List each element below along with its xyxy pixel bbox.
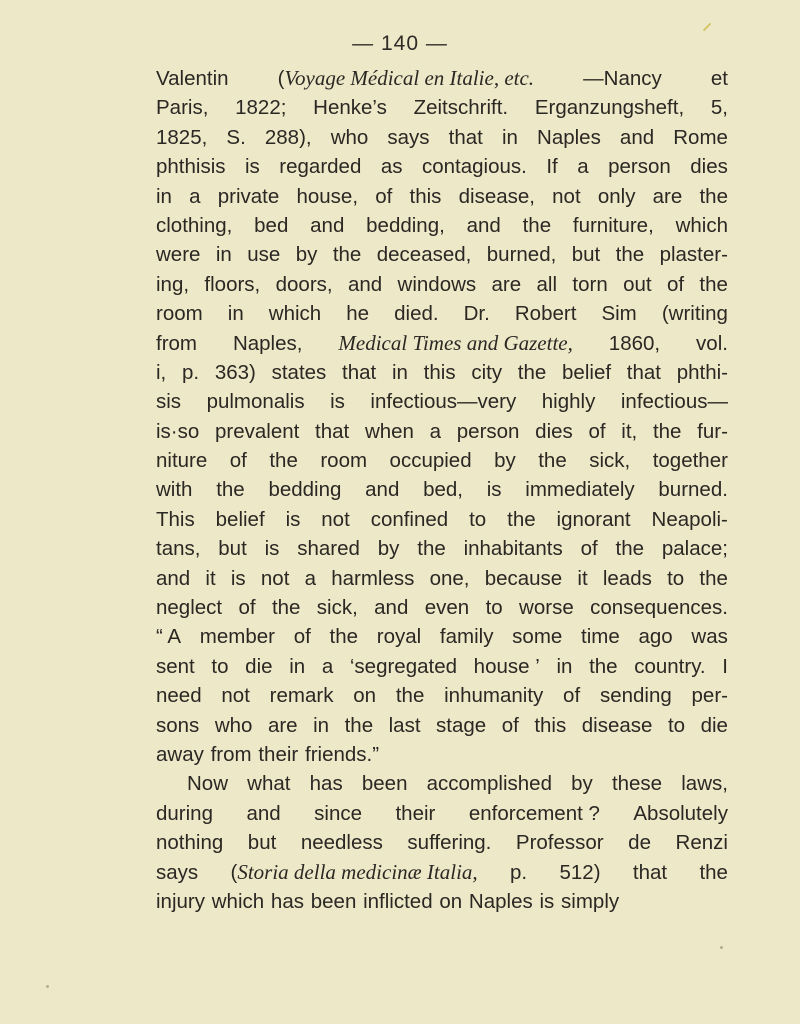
word: that <box>626 360 661 384</box>
word: that <box>342 360 377 384</box>
word: Now <box>187 772 229 796</box>
word: leads <box>602 566 652 590</box>
paren-group <box>278 64 534 93</box>
word: sent <box>156 654 195 678</box>
word: confined <box>370 507 449 531</box>
word: accomplished <box>426 772 552 796</box>
word: phthisis <box>156 155 226 179</box>
word: die <box>700 713 728 737</box>
word: friends.” <box>305 742 380 766</box>
word: in <box>215 243 232 267</box>
word: this <box>423 360 456 384</box>
text-line <box>156 417 728 446</box>
word: it <box>577 566 588 590</box>
word: ignorant <box>556 507 631 531</box>
word: the <box>417 537 446 561</box>
word: in <box>501 125 518 149</box>
word: in <box>313 713 330 737</box>
word: Dr. <box>463 302 490 326</box>
word: has <box>270 889 304 913</box>
word: simply <box>561 889 620 913</box>
word: “ A <box>156 625 182 649</box>
word: in <box>156 184 172 208</box>
word: harmless <box>331 566 415 590</box>
word: and <box>365 478 400 502</box>
word: royal <box>376 625 422 649</box>
word: the <box>538 449 567 473</box>
word: is <box>539 889 555 913</box>
word: de <box>628 831 651 855</box>
text-line <box>156 858 728 887</box>
word: neglect <box>156 596 223 620</box>
word: and <box>466 213 501 237</box>
word: enforcement ? <box>468 801 600 825</box>
word: by <box>295 243 318 267</box>
word: need <box>156 684 202 708</box>
word: from <box>210 742 252 766</box>
word: the <box>329 625 359 649</box>
word: are <box>491 272 522 296</box>
word: ( <box>230 860 238 884</box>
word: needless <box>300 831 383 855</box>
word: nothing <box>156 831 224 855</box>
word: I <box>722 654 728 678</box>
word: 1825, <box>156 125 208 149</box>
word: away <box>156 742 204 766</box>
word: and <box>246 801 281 825</box>
word: vol. <box>696 331 728 355</box>
word: Renzi <box>675 831 728 855</box>
word: but <box>571 243 601 267</box>
word: person <box>608 155 671 179</box>
word: private <box>217 184 280 208</box>
text-line <box>156 740 728 769</box>
word: ago <box>638 625 673 649</box>
text-line <box>156 329 728 358</box>
word: says <box>387 125 430 149</box>
word: not <box>321 507 350 531</box>
word: the <box>652 419 682 443</box>
word: house ’ <box>473 654 540 678</box>
word: suffering. <box>407 831 492 855</box>
word: from <box>156 331 197 355</box>
word: by <box>571 772 593 796</box>
word: in <box>556 654 573 678</box>
word: Absolutely <box>633 801 728 825</box>
word: of <box>580 537 598 561</box>
word: together <box>652 449 728 473</box>
word: a <box>321 654 334 678</box>
word: sis <box>156 390 182 414</box>
word: phthi- <box>676 360 728 384</box>
word: the <box>615 537 645 561</box>
word: clothing, <box>156 213 233 237</box>
word: to <box>667 566 685 590</box>
page-number: — 140 — <box>352 32 448 55</box>
word: is <box>264 537 280 561</box>
word: in <box>391 360 408 384</box>
word: Professor <box>515 831 604 855</box>
word: the <box>522 213 552 237</box>
word: of <box>375 184 393 208</box>
word: S. <box>226 125 246 149</box>
word: the <box>615 243 645 267</box>
word: disease, <box>458 184 535 208</box>
word: prevalent <box>215 419 300 443</box>
word: are <box>267 713 298 737</box>
word: that <box>632 860 668 884</box>
word: dies <box>690 155 728 179</box>
word: a <box>429 419 442 443</box>
text-line <box>156 652 728 681</box>
word: in <box>227 302 244 326</box>
word: contagious. <box>421 155 527 179</box>
word: and <box>347 272 383 296</box>
word: sick, <box>589 449 631 473</box>
paper-speck <box>720 946 723 949</box>
word: die <box>245 654 273 678</box>
word: belief <box>562 360 612 384</box>
word: this <box>534 713 567 737</box>
word: and <box>156 566 191 590</box>
word: injury <box>156 889 205 913</box>
word: not <box>221 684 250 708</box>
word: their <box>258 742 299 766</box>
word: of <box>238 596 256 620</box>
word: sending <box>599 684 672 708</box>
word: are <box>652 184 683 208</box>
word: pulmonalis <box>206 390 305 414</box>
word: a <box>189 184 201 208</box>
word: and <box>374 596 409 620</box>
word: 5, <box>710 96 728 120</box>
italic-title: Medical Times and Gazette, <box>338 330 573 355</box>
word: states <box>271 360 327 384</box>
word: Henke’s <box>313 96 387 120</box>
text-line <box>156 681 728 710</box>
word: i, <box>156 360 167 384</box>
word: consequences. <box>590 596 728 620</box>
word: p. <box>510 860 528 884</box>
word: their <box>395 801 436 825</box>
word: out <box>623 272 652 296</box>
word: per- <box>691 684 728 708</box>
word: the <box>699 860 728 884</box>
word: the <box>507 507 536 531</box>
word: which <box>268 302 322 326</box>
word: shared <box>297 537 360 561</box>
text-line <box>156 887 728 916</box>
word: regarded <box>279 155 362 179</box>
word: of <box>588 419 606 443</box>
word: Valentin <box>156 67 229 90</box>
word: family <box>439 625 494 649</box>
word: is <box>486 478 502 502</box>
paren-group <box>231 858 478 887</box>
word: tans, <box>156 537 201 561</box>
word: to <box>667 713 686 737</box>
word: 363) <box>214 360 256 384</box>
word: a <box>304 566 316 590</box>
word: person <box>456 419 520 443</box>
word: to <box>211 654 229 678</box>
word: sick, <box>316 596 358 620</box>
word: occupied <box>389 449 472 473</box>
text-line <box>156 270 728 299</box>
word: deceased, <box>376 243 472 267</box>
text-line <box>156 534 728 563</box>
text-line <box>156 475 728 504</box>
word: the <box>395 684 425 708</box>
text-line <box>156 828 728 857</box>
word: p. <box>181 360 200 384</box>
word: of <box>501 713 519 737</box>
word: of <box>293 625 311 649</box>
word: the <box>216 478 245 502</box>
word: the <box>269 449 298 473</box>
word: a <box>577 155 589 179</box>
word: only <box>597 184 636 208</box>
word: since <box>314 801 363 825</box>
word: is <box>245 155 260 179</box>
text-line <box>156 564 728 593</box>
text-line <box>156 358 728 387</box>
text-line <box>156 152 728 181</box>
word: belief <box>215 507 265 531</box>
word: which <box>211 889 265 913</box>
word: the <box>699 566 728 590</box>
word: laws, <box>681 772 728 796</box>
text-line <box>156 93 728 122</box>
word: doors, <box>275 272 333 296</box>
word: on <box>439 889 463 913</box>
word: that <box>315 419 350 443</box>
page-mark <box>703 23 711 31</box>
word: been <box>310 889 357 913</box>
word: but <box>247 831 277 855</box>
text-line <box>156 64 728 93</box>
word: of <box>563 684 581 708</box>
word: the <box>699 272 728 296</box>
word: as <box>380 155 403 179</box>
word: country. <box>634 654 706 678</box>
word: ( <box>277 67 285 90</box>
word: the <box>699 184 728 208</box>
word: furniture, <box>572 213 654 237</box>
italic-title: Voyage Médical en Italie, etc. <box>284 66 535 90</box>
word: who <box>214 713 253 737</box>
word: bed <box>254 213 289 237</box>
text-line <box>156 505 728 534</box>
word: infectious—very <box>370 390 517 414</box>
word: has <box>309 772 343 796</box>
word: dies <box>535 419 573 443</box>
word: torn <box>572 272 608 296</box>
word: This <box>156 507 195 531</box>
word: bedding <box>268 478 342 502</box>
word: Rome <box>673 125 728 149</box>
word: this <box>409 184 442 208</box>
word: city <box>471 360 503 384</box>
word: Erganzungsheft, <box>534 96 685 120</box>
word: to <box>469 507 487 531</box>
word: room <box>156 302 203 326</box>
word: 1860, <box>608 331 661 355</box>
word: sons <box>156 713 200 737</box>
word: he <box>346 302 370 326</box>
text-line <box>156 182 728 211</box>
word: infectious— <box>620 390 728 414</box>
word: windows <box>397 272 477 296</box>
word: during <box>156 801 213 825</box>
word: not <box>552 184 581 208</box>
word: inflicted <box>363 889 433 913</box>
word: Naples, <box>232 331 303 355</box>
word: et <box>710 67 728 90</box>
word: says <box>156 860 199 884</box>
word: the <box>344 713 374 737</box>
word: highly <box>541 390 596 414</box>
word: plaster- <box>659 243 728 267</box>
word: time <box>581 625 620 649</box>
word: were <box>156 243 201 267</box>
word: 288), <box>264 125 312 149</box>
italic-title: Storia della medicinæ Italia, <box>237 859 478 884</box>
word: by <box>377 537 400 561</box>
word: these <box>611 772 663 796</box>
word: that <box>448 125 483 149</box>
word: Sim <box>601 302 637 326</box>
word: Naples <box>468 889 533 913</box>
word: is <box>230 566 246 590</box>
word: is <box>330 390 345 414</box>
word: and <box>310 213 345 237</box>
word: with <box>156 478 193 502</box>
text-line <box>156 211 728 240</box>
word: —Nancy <box>583 67 662 90</box>
word: Naples <box>537 125 601 149</box>
word: died. <box>394 302 439 326</box>
word: even <box>424 596 470 620</box>
word: burned, <box>486 243 557 267</box>
word: bedding, <box>366 213 445 237</box>
word: remark <box>269 684 334 708</box>
word: one, <box>429 566 470 590</box>
word: burned. <box>658 478 728 502</box>
word: ‘segregated <box>349 654 458 678</box>
word: disease <box>581 713 653 737</box>
word: to <box>485 596 503 620</box>
word: is <box>285 507 301 531</box>
text-line <box>156 799 728 828</box>
text-line <box>156 387 728 416</box>
text-line <box>156 299 728 328</box>
word: member <box>199 625 275 649</box>
word: room <box>320 449 368 473</box>
word: floors, <box>204 272 261 296</box>
word: is·so <box>156 419 200 443</box>
word: in <box>289 654 306 678</box>
word: stage <box>436 713 487 737</box>
word: bed, <box>423 478 463 502</box>
word: the <box>332 243 362 267</box>
word: because <box>484 566 563 590</box>
word: not <box>260 566 290 590</box>
word: house, <box>296 184 359 208</box>
word: but <box>218 537 247 561</box>
word: what <box>247 772 291 796</box>
text-line <box>156 622 728 651</box>
word: last <box>388 713 421 737</box>
word: Robert <box>514 302 577 326</box>
word: inhumanity <box>444 684 544 708</box>
text-line <box>156 711 728 740</box>
text-line <box>156 769 728 798</box>
paper-speck <box>46 985 49 988</box>
word: the <box>517 360 547 384</box>
word: 1822; <box>235 96 287 120</box>
word: (writing <box>661 302 728 326</box>
word: which <box>675 213 728 237</box>
word: on <box>353 684 377 708</box>
text-line <box>156 123 728 152</box>
word: palace; <box>661 537 728 561</box>
word: niture <box>156 449 208 473</box>
word: ing, <box>156 272 190 296</box>
word: by <box>494 449 516 473</box>
word: of <box>229 449 247 473</box>
word: of <box>666 272 685 296</box>
word: the <box>271 596 301 620</box>
word: inhabitants <box>463 537 563 561</box>
word: some <box>512 625 563 649</box>
word: when <box>364 419 414 443</box>
word: fur- <box>697 419 728 443</box>
word: immediately <box>525 478 635 502</box>
text-line <box>156 593 728 622</box>
word: it <box>205 566 216 590</box>
word: and <box>619 125 655 149</box>
word: worse <box>519 596 574 620</box>
word: all <box>536 272 558 296</box>
body-text <box>156 64 728 916</box>
word: the <box>589 654 618 678</box>
word: who <box>330 125 369 149</box>
word: Neapoli- <box>651 507 728 531</box>
word: it, <box>621 419 638 443</box>
word: Zeitschrift. <box>413 96 509 120</box>
word: been <box>361 772 408 796</box>
word: If <box>546 155 558 179</box>
word: use <box>247 243 281 267</box>
word: Paris, <box>156 96 209 120</box>
word: 512) <box>559 860 601 884</box>
text-line <box>156 240 728 269</box>
text-line <box>156 446 728 475</box>
word: was <box>691 625 728 649</box>
